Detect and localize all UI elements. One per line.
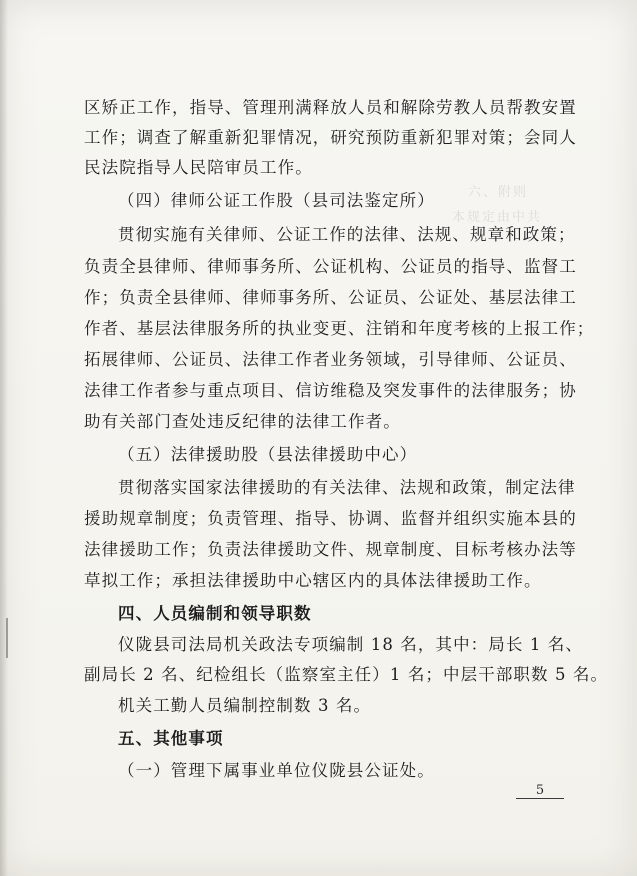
section-heading: （五）法律援助股（县法律援助中心） (118, 445, 418, 464)
paragraph-line: 机关工勤人员编制控制数 3 名。 (118, 696, 372, 715)
paragraph-line: 法律工作者参与重点项目、信访维稳及突发事件的法律服务；协 (84, 381, 577, 400)
bleed-through-text: 六、附则 (468, 185, 529, 200)
paragraph-line: 贯彻落实国家法律援助的有关法律、法规和政策，制定法律 (118, 478, 576, 497)
paragraph-line: 援助规章制度；负责管理、指导、协调、监督并组织实施本县的 (84, 509, 577, 528)
section-heading: （四）律师公证工作股（县司法鉴定所） (118, 191, 435, 210)
paragraph-line: 贯彻实施有关律师、公证工作的法律、法规、规章和政策； (118, 225, 576, 244)
page-number: 5 (516, 784, 564, 799)
chapter-heading: 四、人员编制和领导职数 (118, 604, 312, 623)
scan-edge-mark (6, 618, 8, 658)
paragraph-line: 作者、基层法律服务所的执业变更、注销和年度考核的上报工作； (84, 319, 595, 338)
paragraph-line: 法律援助工作；负责法律援助文件、规章制度、目标考核办法等 (84, 540, 577, 559)
paragraph-line: 工作；调查了解重新犯罪情况，研究预防重新犯罪对策；会同人 (84, 128, 577, 147)
paragraph-line: 民法院指导人民陪审员工作。 (84, 158, 313, 177)
paragraph-line: （一）管理下属事业单位仪陇县公证处。 (118, 761, 435, 780)
bleed-through-text: 本规定由中共 (452, 210, 543, 225)
page-edge-shadow (0, 0, 8, 876)
paragraph-line: 副局长 2 名、纪检组长（监察室主任）1 名；中层干部职数 5 名。 (84, 665, 609, 684)
paragraph-line: 助有关部门查处违反纪律的法律工作者。 (84, 412, 401, 431)
paragraph-line: 仪陇县司法局机关政法专项编制 18 名，其中：局长 1 名、 (118, 635, 583, 654)
paragraph-line: 负责全县律师、律师事务所、公证机构、公证员的指导、监督工 (84, 257, 577, 276)
paragraph-line: 区矫正工作，指导、管理刑满释放人员和解除劳教人员帮教安置 (84, 98, 577, 117)
paragraph-line: 拓展律师、公证员、法律工作者业务领域，引导律师、公证员、 (84, 350, 577, 369)
chapter-heading: 五、其他事项 (118, 729, 224, 748)
paragraph-line: 作；负责全县律师、律师事务所、公证员、公证处、基层法律工 (84, 288, 577, 307)
paragraph-line: 草拟工作；承担法律援助中心辖区内的具体法律援助工作。 (84, 571, 542, 590)
